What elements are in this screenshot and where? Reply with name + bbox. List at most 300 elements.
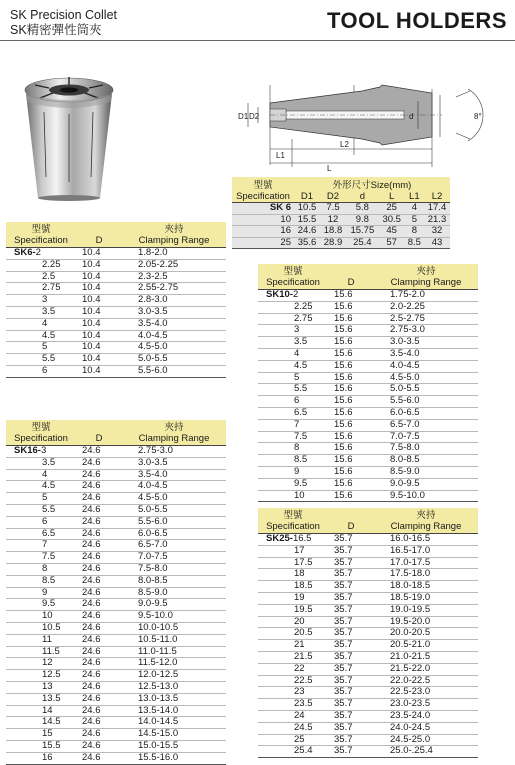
table-row [6,318,226,330]
d-cell: 15.6 [334,406,353,418]
d-cell: 15.6 [334,359,353,371]
d-cell: 24.6 [82,680,101,692]
spec-size: 3 [40,445,47,456]
spec-cell [258,348,328,360]
dims-spec: 25 [280,236,291,248]
table-row [258,431,478,443]
spec-size: 5 [294,371,300,383]
spec-size: 24 [294,709,305,721]
spec-cell [258,569,328,581]
table-row [258,545,478,557]
table-row [6,259,226,271]
d-cell: 35.7 [334,733,353,745]
dims-cell: 25 [386,202,397,213]
clamping-range-cell: 2.75-3.0 [138,445,173,456]
table-row [258,722,478,734]
d-cell: 15.6 [334,454,353,466]
d-cell: 24.6 [82,586,101,598]
spec-size: 8 [294,442,300,454]
spec-size: 2.25 [42,258,61,270]
table-row [6,705,226,717]
spec-prefix: SK16- [14,445,41,456]
spec-size: 14 [42,704,53,716]
spec-size: 23 [294,686,305,698]
spec-size: 4.5 [42,480,56,492]
dims-cell: 57 [386,236,397,248]
clamping-range-cell: 12.0-12.5 [138,669,179,681]
spec-cell [6,717,76,729]
spec-size: 4.5 [42,329,56,341]
table-row [258,604,478,616]
spec-size: 6.5 [42,527,56,539]
d-cell: 24.6 [82,669,101,681]
header-range-en: Clamping Range [138,235,210,246]
clamping-range-cell: 3.0-3.5 [138,456,168,468]
spec-size: 6 [42,515,48,527]
table-row [258,419,478,431]
d-cell: 35.7 [334,686,353,698]
clamping-range-cell: 11.0-11.5 [138,645,177,657]
table-row [6,622,226,634]
d-cell: 35.7 [334,615,353,627]
d-cell: 10.4 [82,341,101,353]
header-clamping-range [374,508,478,534]
d-cell: 35.7 [334,674,353,686]
spec-cell [258,557,328,569]
dims-cell: 15.75 [350,225,375,236]
d-cell: 15.6 [334,371,353,383]
clamping-range-cell: 5.5-6.0 [138,364,168,376]
clamping-range-cell: 9.5-10.0 [138,610,173,622]
spec-cell [6,330,76,342]
table-row [258,675,478,687]
table-row [6,516,226,528]
dims-cell: 21.3 [427,213,447,225]
label-l1: L1 [276,151,285,160]
table-row [6,446,226,458]
spec-size: 16.5 [292,533,312,544]
dims-col-d: d [346,191,379,203]
d-cell: 24.6 [82,527,101,539]
spec-cell [258,325,328,337]
d-cell: 15.6 [334,289,353,300]
table-row [258,651,478,663]
clamping-range-cell: 7.0-7.5 [390,430,420,442]
clamping-range-cell: 2.55-2.75 [138,282,179,294]
dims-cell: 45 [386,225,397,236]
dims-header-size: 外形尺寸Size(mm) [294,177,450,191]
spec-cell [6,493,76,505]
clamping-range-cell: 22.5-23.0 [390,686,431,698]
table-row [258,466,478,478]
table-row [258,569,478,581]
d-cell: 10.4 [82,258,101,270]
table-row [6,528,226,540]
d-cell: 15.6 [334,477,353,489]
d-cell: 15.6 [334,347,353,359]
spec-cell [6,446,76,458]
table-row [258,640,478,652]
spec-cell [258,301,328,313]
clamping-range-cell: 23.0-23.5 [390,698,431,710]
table-row [258,325,478,337]
d-cell: 15.6 [334,395,353,407]
table-row [258,337,478,349]
spec-size: 11.5 [42,645,60,657]
clamping-range-cell: 2.5-2.75 [390,312,425,324]
clamping-range-cell: 3.5-4.0 [390,347,420,359]
spec-size: 22.5 [294,674,313,686]
header-range-en: Clamping Range [390,277,462,288]
sk25-collet-table [258,508,478,758]
spec-size: 17 [294,544,305,556]
table-row [6,504,226,516]
spec-size: 8.5 [294,454,308,466]
spec-cell [258,699,328,711]
spec-size: 18 [294,568,305,580]
dims-cell: 17.4 [427,202,447,213]
header-spec-cn: 型號 [283,266,303,277]
d-cell: 24.6 [82,704,101,716]
spec-cell [258,407,328,419]
dims-header-spec-en: Specification [236,191,290,202]
spec-size: 12.5 [42,669,61,681]
d-cell: 10.4 [82,364,101,376]
spec-size: 16 [42,751,53,763]
spec-size: 17.5 [294,556,313,568]
clamping-range-cell: 9.0-9.5 [390,477,420,489]
label-d-small: d [409,112,414,121]
header-spec-en: Specification [266,277,320,288]
spec-cell [258,687,328,699]
d-cell: 24.6 [82,456,101,468]
table-row [258,616,478,628]
table-row [258,313,478,325]
spec-cell [6,552,76,564]
spec-cell [6,283,76,295]
clamping-range-cell: 4.0-4.5 [390,359,420,371]
clamping-range-cell: 15.5-16.0 [138,751,179,763]
dims-col-l: L [379,191,405,203]
table-row [6,552,226,564]
clamping-range-cell: 14.0-14.5 [138,716,179,728]
header-clamping-range [122,222,226,248]
dims-cell: 5.8 [355,202,369,213]
spec-size: 2.75 [42,282,61,294]
sk6-collet-table [6,222,226,378]
d-cell: 24.6 [82,610,101,622]
clamping-range-cell: 15.0-15.5 [138,739,179,751]
spec-cell [258,384,328,396]
page-title-english: SK Precision Collet [10,8,117,22]
dims-cell: 24.6 [297,225,317,236]
spec-size: 7.5 [42,551,56,563]
clamping-range-cell: 2.0-2.25 [390,300,425,312]
d-cell: 24.6 [82,539,101,551]
dims-spec: 16 [280,225,291,236]
d-cell: 35.7 [334,698,353,710]
spec-size: 9.5 [294,477,308,489]
dims-spec: SK 6 [269,202,291,213]
table-row [6,587,226,599]
label-l2: L2 [340,140,349,149]
clamping-range-cell: 3.0-3.5 [390,336,420,348]
spec-size: 2.75 [294,312,313,324]
table-row [6,740,226,752]
spec-size: 3.5 [294,336,308,348]
header-range-cn: 夾持 [164,422,184,433]
dims-cell: 15.5 [297,213,317,225]
header-specification [6,420,76,446]
header-spec-en: Specification [14,235,68,246]
table-row [6,493,226,505]
table-row [258,534,478,546]
clamping-range-cell: 21.0-21.5 [390,650,431,662]
clamping-range-cell: 5.5-6.0 [138,515,168,527]
table-row [6,330,226,342]
clamping-range-cell: 3.5-4.0 [138,317,168,329]
spec-cell [6,681,76,693]
dims-cell: 18.8 [323,225,343,236]
spec-size: 20.5 [294,627,313,639]
spec-cell [258,372,328,384]
spec-size: 10.5 [42,621,61,633]
clamping-range-cell: 21.5-22.0 [390,662,431,674]
spec-size: 18.5 [294,580,313,592]
header-clamping-range [122,420,226,446]
spec-size: 7 [42,539,48,551]
d-cell: 15.6 [334,430,353,442]
clamping-range-cell: 17.0-17.5 [390,556,431,568]
clamping-range-cell: 3.0-3.5 [138,305,168,317]
spec-size: 22 [294,662,305,674]
spec-prefix: SK6- [14,247,36,258]
header-divider [0,40,515,41]
spec-cell [258,455,328,467]
sk10-collet-table [258,264,478,502]
spec-cell [258,534,328,546]
d-cell: 35.7 [334,709,353,721]
spec-cell [258,478,328,490]
header-spec-cn: 型號 [31,224,51,235]
spec-size: 9.5 [42,598,56,610]
dims-cell: 9.8 [355,213,369,225]
table-row [232,214,450,226]
table-row [232,226,450,238]
spec-cell [6,457,76,469]
clamping-range-cell: 4.5-5.0 [390,371,420,383]
spec-size: 3.5 [42,305,56,317]
header-d: D [76,222,122,248]
d-cell: 24.6 [82,598,101,610]
d-cell: 24.6 [82,633,101,645]
clamping-range-cell: 3.5-4.0 [138,468,168,480]
table-row [6,563,226,575]
spec-cell [6,318,76,330]
dims-cell: 43 [431,236,443,248]
clamping-range-cell: 10.0-10.5 [138,621,179,633]
clamping-range-cell: 24.0-24.5 [390,721,431,733]
table-row [258,557,478,569]
spec-cell [258,722,328,734]
clamping-range-cell: 9.5-10.0 [390,489,425,501]
d-cell: 24.6 [82,445,101,456]
table-row [258,699,478,711]
spec-cell [258,443,328,455]
spec-cell [6,563,76,575]
d-cell: 10.4 [82,305,101,317]
clamping-range-cell: 16.0-16.5 [390,533,431,544]
spec-cell [258,675,328,687]
d-cell: 24.6 [82,515,101,527]
spec-cell [258,592,328,604]
clamping-range-cell: 2.8-3.0 [138,294,168,306]
spec-cell [258,651,328,663]
spec-cell [258,663,328,675]
spec-size: 13.5 [42,692,61,704]
spec-size: 6.5 [294,406,308,418]
table-row [6,248,226,260]
d-cell: 35.7 [334,568,353,580]
spec-cell [6,705,76,717]
spec-size: 3 [42,294,48,306]
spec-size: 4 [42,317,48,329]
d-cell: 10.4 [82,329,101,341]
spec-cell [6,611,76,623]
d-cell: 24.6 [82,551,101,563]
clamping-range-cell: 5.0-5.5 [138,353,168,365]
table-row [232,203,450,215]
spec-size: 5.5 [42,503,56,515]
d-cell: 24.6 [82,621,101,633]
table-row [258,490,478,502]
d-cell: 10.4 [82,282,101,294]
table-row [258,348,478,360]
d-cell: 24.6 [82,503,101,515]
d-cell: 35.7 [334,650,353,662]
dims-cell: 32 [431,225,443,236]
table-row [258,592,478,604]
spec-size: 10 [42,610,53,622]
spec-cell [258,490,328,502]
clamping-range-cell: 7.5-8.0 [390,442,420,454]
table-row [258,443,478,455]
d-cell: 35.7 [334,662,353,674]
dims-cell: 28.9 [323,236,343,248]
table-row [258,396,478,408]
spec-size: 6 [42,364,48,376]
spec-cell [6,365,76,377]
clamping-range-cell: 4.0-4.5 [138,480,168,492]
header-d: D [76,420,122,446]
spec-size: 25.4 [294,745,313,757]
dims-header-spec [232,177,294,203]
clamping-range-cell: 25.0-.25.4 [390,745,433,757]
d-cell: 24.6 [82,692,101,704]
table-row [6,717,226,729]
dims-cell: 7.5 [326,202,340,213]
header-range-en: Clamping Range [138,433,210,444]
clamping-range-cell: 18.0-18.5 [390,580,431,592]
spec-size: 25 [294,733,305,745]
spec-cell [6,670,76,682]
spec-size: 5.5 [42,353,56,365]
d-cell: 35.7 [334,591,353,603]
d-cell: 24.6 [82,574,101,586]
brand-heading: TOOL HOLDERS [327,8,507,33]
spec-size: 2.25 [294,300,313,312]
d-cell: 15.6 [334,489,353,501]
spec-size: 20 [294,615,305,627]
table-row [258,734,478,746]
d-cell: 15.6 [334,312,353,324]
d-cell: 35.7 [334,603,353,615]
spec-size: 7.5 [294,430,308,442]
header-range-cn: 夾持 [416,266,436,277]
d-cell: 15.6 [334,418,353,430]
d-cell: 24.6 [82,739,101,751]
clamping-range-cell: 22.0-22.5 [390,674,431,686]
d-cell: 24.6 [82,562,101,574]
d-cell: 10.4 [82,247,101,258]
d-cell: 35.7 [334,544,353,556]
clamping-range-cell: 4.5-5.0 [138,341,168,353]
spec-size: 7 [294,418,300,430]
d-cell: 35.7 [334,580,353,592]
table-row [6,342,226,354]
d-cell: 35.7 [334,639,353,651]
clamping-range-cell: 1.75-2.0 [390,289,425,300]
clamping-range-cell: 19.0-19.5 [390,603,431,615]
clamping-range-cell: 18.5-19.0 [390,591,431,603]
header-range-cn: 夾持 [416,510,436,521]
clamping-range-cell: 17.5-18.0 [390,568,431,580]
spec-size: 4 [294,347,300,359]
d-cell: 24.6 [82,657,101,669]
table-row [6,283,226,295]
table-row [258,360,478,372]
clamping-range-cell: 13.5-14.0 [138,704,179,716]
table-row [6,681,226,693]
dims-header-spec-cn: 型號 [253,180,273,191]
spec-cell [6,481,76,493]
spec-cell [258,710,328,722]
clamping-range-cell: 7.0-7.5 [138,551,168,563]
clamping-range-cell: 8.5-9.0 [138,586,168,598]
spec-cell [6,342,76,354]
clamping-range-cell: 8.0-8.5 [138,574,168,586]
clamping-range-cell: 20.0-20.5 [390,627,431,639]
spec-cell [258,290,328,302]
table-row [6,611,226,623]
spec-cell [6,752,76,764]
header-spec-cn: 型號 [283,510,303,521]
dims-cell: 5 [411,213,417,225]
clamping-range-cell: 12.5-13.0 [138,680,179,692]
d-cell: 35.7 [334,556,353,568]
clamping-range-cell: 16.5-17.0 [390,544,431,556]
page-title-chinese: SK精密彈性筒夾 [10,23,102,37]
d-cell: 10.4 [82,294,101,306]
header-specification [6,222,76,248]
table-row [6,658,226,670]
table-row [6,295,226,307]
spec-size: 12 [42,657,53,669]
dims-cell: 30.5 [382,213,401,225]
spec-size: 10 [294,489,305,501]
header-range-en: Clamping Range [390,521,462,532]
d-cell: 24.6 [82,645,101,657]
